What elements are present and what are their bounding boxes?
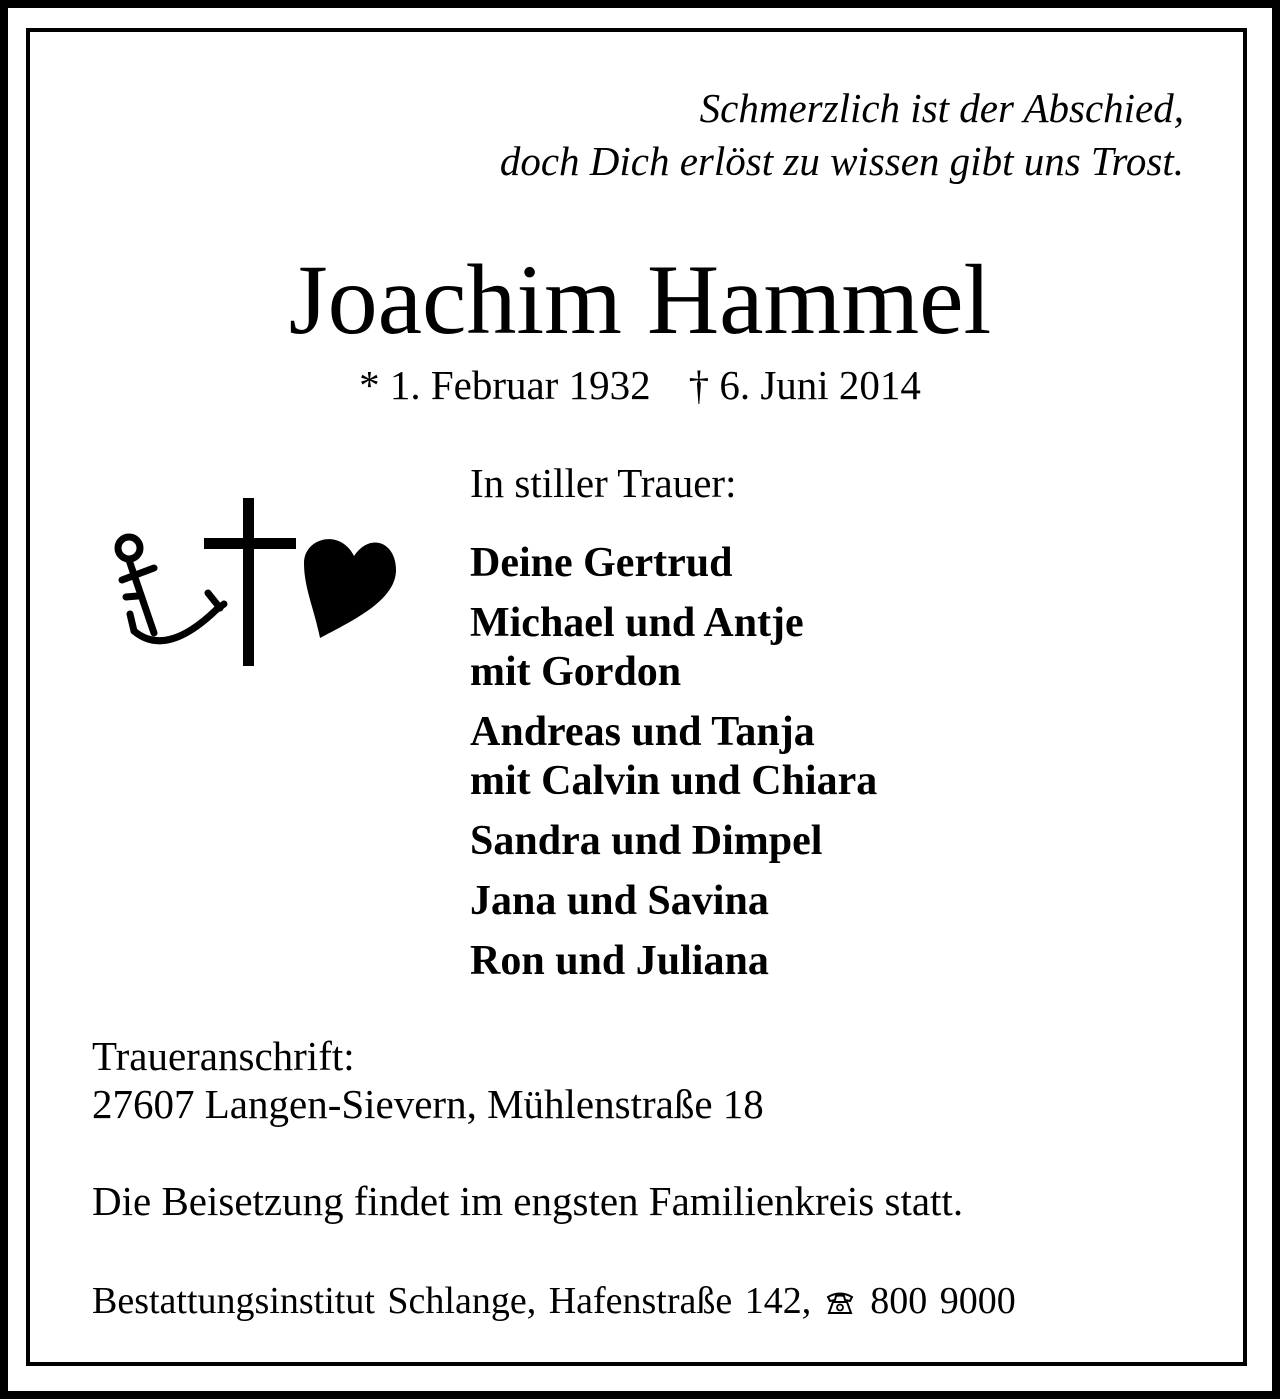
burial-note: Die Beisetzung findet im engsten Familienkreis statt.	[92, 1178, 964, 1224]
mourner-name: Deine Gertrud	[470, 540, 733, 586]
address-line: 27607 Langen-Sievern, Mühlenstraße 18	[92, 1081, 764, 1127]
phone-icon	[824, 1284, 858, 1322]
mourner-name: mit Gordon	[470, 649, 682, 695]
quote-line-2: doch Dich erlöst zu wissen gibt uns Trost.	[499, 138, 1184, 184]
mourner-group	[470, 877, 877, 926]
mourner-name: Ron und Juliana	[470, 938, 769, 984]
anchor-icon	[118, 537, 224, 641]
mourner-name: Jana und Savina	[470, 878, 769, 924]
life-dates	[8, 362, 1272, 408]
heart-icon	[304, 539, 396, 638]
mourner-name: Sandra und Dimpel	[470, 818, 823, 864]
obituary-notice	[8, 8, 1272, 1391]
undertaker-phone: 800 9000	[870, 1280, 1016, 1322]
mourner-group	[470, 708, 877, 806]
faith-love-hope-symbols	[108, 488, 398, 683]
mourner-group	[470, 539, 877, 588]
mourner-name: Andreas und Tanja	[470, 709, 815, 755]
birth-date: * 1. Februar 1932	[359, 362, 651, 408]
mourning-label: In stiller Trauer:	[470, 460, 737, 506]
mourner-name: Michael und Antje	[470, 600, 804, 646]
address-label: Traueranschrift:	[92, 1033, 355, 1079]
mourners-list	[470, 539, 877, 997]
undertaker-info	[92, 1282, 1016, 1322]
mourner-group	[470, 937, 877, 986]
mourner-group	[470, 599, 877, 697]
mourner-group	[470, 817, 877, 866]
quote-line-1: Schmerzlich ist der Abschied,	[699, 85, 1184, 131]
death-date: † 6. Juni 2014	[688, 362, 921, 408]
undertaker-text: Bestattungsinstitut Schlange, Hafenstraße 142,	[92, 1280, 812, 1322]
mourner-name: mit Calvin und Chiara	[470, 758, 878, 804]
deceased-name: Joachim Hammel	[288, 244, 992, 355]
cross-icon	[204, 498, 296, 666]
